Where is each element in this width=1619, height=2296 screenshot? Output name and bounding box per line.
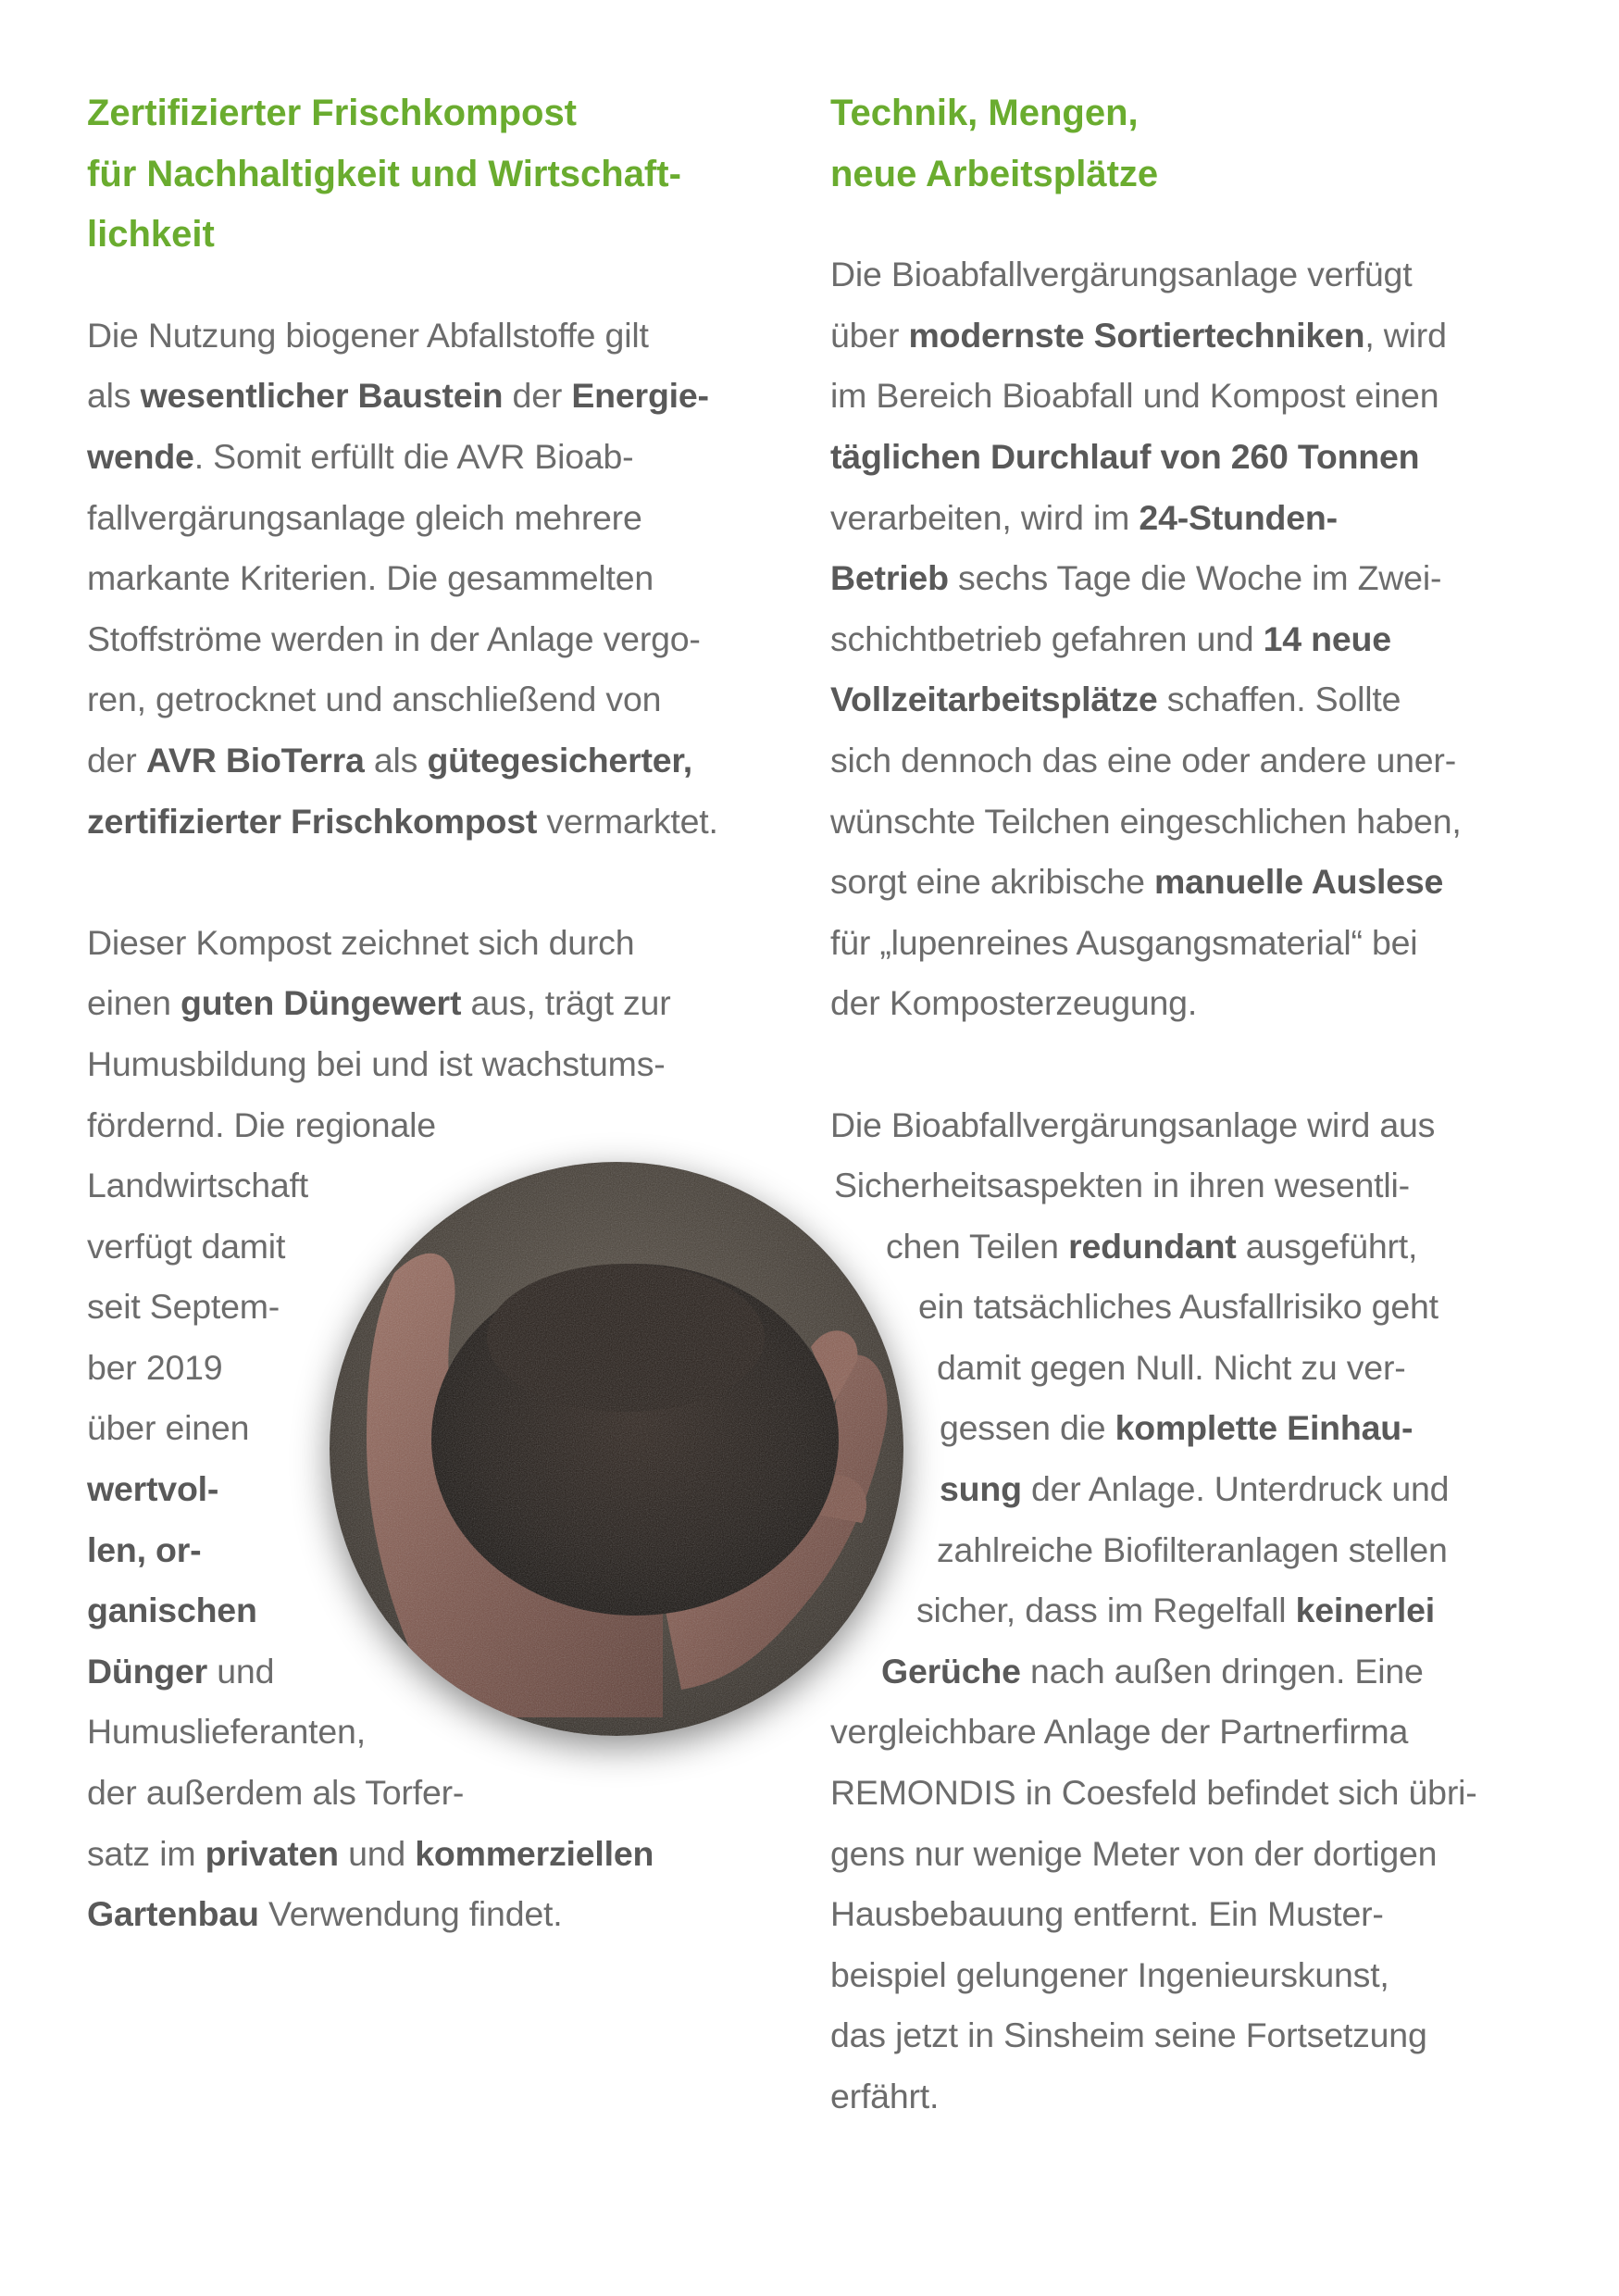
text-line xyxy=(830,1641,1534,1703)
text-run: ren, getrocknet und anschließend von xyxy=(87,680,662,719)
text-line xyxy=(87,730,791,792)
bold-run: 24-Stunden- xyxy=(1139,497,1338,537)
text-run: gens nur wenige Meter von der dortigen xyxy=(830,1833,1438,1873)
text-line xyxy=(830,1580,1534,1641)
text-line xyxy=(830,366,1534,427)
text-run: erfährt. xyxy=(830,2077,940,2115)
text-line xyxy=(830,1398,1534,1459)
text-run: sechs Tage die Woche im Zwei- xyxy=(948,558,1442,598)
bold-run: ganischen xyxy=(87,1591,257,1630)
text-run: ein tatsächliches Ausfallrisiko geht xyxy=(918,1287,1438,1327)
text-run: vergleichbare Anlage der Partnerfirma xyxy=(830,1712,1409,1752)
text-line xyxy=(830,1824,1534,1885)
text-line xyxy=(87,973,791,1034)
text-run: fallvergärungsanlage gleich mehrere xyxy=(87,497,642,537)
text-run: als xyxy=(87,376,141,416)
text-run: zahlreiche Biofilteranlagen stellen xyxy=(937,1529,1448,1569)
bold-run: keinerlei xyxy=(1295,1591,1435,1630)
text-line xyxy=(87,1095,791,1156)
text-run: satz im xyxy=(87,1833,205,1873)
bold-run: Gartenbau xyxy=(87,1894,259,1934)
bold-run: gütegesicherter, xyxy=(427,740,692,780)
text-run: gessen die xyxy=(940,1408,1115,1448)
text-run: Stoffströme werden in der Anlage vergo- xyxy=(87,618,701,658)
text-run: schichtbetrieb gefahren und xyxy=(830,618,1264,658)
text-run: REMONDIS in Coesfeld befindet sich übri- xyxy=(830,1773,1477,1813)
text-line xyxy=(830,792,1534,853)
text-run: Die Nutzung biogener Abfallstoffe gilt xyxy=(87,315,649,355)
text-line xyxy=(830,852,1534,913)
text-run: das jetzt in Sinsheim seine Fortsetzung xyxy=(830,2015,1427,2055)
text-line xyxy=(830,1155,1534,1217)
text-line xyxy=(830,244,1534,306)
text-run: chen Teilen xyxy=(886,1226,1069,1266)
text-run: der xyxy=(87,740,146,780)
text-line xyxy=(87,427,791,488)
text-run: über einen xyxy=(87,1408,250,1448)
bold-run: Vollzeitarbeitsplätze xyxy=(830,680,1158,719)
text-line xyxy=(87,306,791,367)
text-line xyxy=(830,2066,1534,2128)
text-line xyxy=(830,973,1534,1034)
text-line xyxy=(830,1095,1534,1156)
text-line xyxy=(830,2005,1534,2066)
text-run: Dieser Kompost zeichnet sich durch xyxy=(87,922,635,962)
heading-line: für Nachhaltigkeit und Wirtschaft- xyxy=(87,153,681,194)
text-run: seit Septem- xyxy=(87,1287,280,1327)
text-run: Humusbildung bei und ist wachstums- xyxy=(87,1043,666,1083)
bold-run: 14 neue xyxy=(1263,618,1391,658)
text-line xyxy=(830,1884,1534,1945)
text-run: der Anlage. Unterdruck und xyxy=(1021,1469,1450,1509)
text-run: Hausbebauung entfernt. Ein Muster- xyxy=(830,1894,1384,1934)
text-run: der außerdem als Torfer- xyxy=(87,1773,465,1813)
heading-line: Technik, Mengen, xyxy=(830,93,1139,133)
text-line xyxy=(830,1520,1534,1581)
text-run: und xyxy=(338,1833,416,1873)
text-line xyxy=(87,1034,791,1095)
text-run: sich dennoch das eine oder andere uner- xyxy=(830,740,1457,780)
text-line xyxy=(87,1763,791,1824)
heading-line: Zertifizierter Frischkompost xyxy=(87,93,578,133)
bold-run: AVR BioTerra xyxy=(145,740,365,780)
bold-run: Energie- xyxy=(571,376,709,416)
text-line xyxy=(87,1884,791,1945)
bold-run: sung xyxy=(940,1469,1022,1509)
text-run: Humuslieferanten, xyxy=(87,1712,366,1752)
bold-run: Gerüche xyxy=(881,1651,1021,1691)
text-line xyxy=(830,1702,1534,1763)
text-run: Verwendung findet. xyxy=(258,1894,563,1934)
heading-line: lichkeit xyxy=(87,214,215,256)
text-run: sicher, dass im Regelfall xyxy=(916,1591,1296,1630)
text-run: der Komposterzeugung. xyxy=(830,983,1198,1023)
text-line xyxy=(87,1824,791,1885)
text-line xyxy=(830,730,1534,792)
text-run: , wird xyxy=(1364,315,1447,355)
text-run: nach außen dringen. Eine xyxy=(1020,1651,1424,1691)
text-line xyxy=(830,1338,1534,1399)
text-run: für „lupenreines Ausgangsmaterial“ bei xyxy=(830,922,1418,962)
text-run: über xyxy=(830,315,909,355)
text-line xyxy=(830,306,1534,367)
text-run: Die Bioabfallvergärungsanlage verfügt xyxy=(830,255,1413,294)
bold-run: wertvol- xyxy=(87,1469,219,1509)
text-line xyxy=(830,1459,1534,1520)
bold-run: manuelle Auslese xyxy=(1153,862,1444,902)
bold-run: len, or- xyxy=(87,1529,202,1569)
heading-line: neue Arbeitsplätze xyxy=(830,153,1159,194)
text-line xyxy=(87,669,791,730)
right-paragraph-2 xyxy=(830,1095,1534,2128)
text-line xyxy=(830,1217,1534,1278)
bold-run: privaten xyxy=(205,1833,339,1873)
bold-run: Dünger xyxy=(87,1651,208,1691)
text-line xyxy=(87,913,791,974)
bold-run: redundant xyxy=(1068,1226,1237,1266)
text-run: verfügt damit xyxy=(87,1226,286,1266)
text-run: vermarktet. xyxy=(537,801,718,841)
text-line xyxy=(87,366,791,427)
bold-run: wende xyxy=(87,436,194,476)
bold-run: wesentlicher Baustein xyxy=(140,376,504,416)
text-run: aus, trägt zur xyxy=(461,983,671,1023)
text-run: der xyxy=(503,376,572,416)
text-line xyxy=(87,488,791,549)
text-line xyxy=(830,427,1534,488)
text-line xyxy=(830,488,1534,549)
text-run: ber 2019 xyxy=(87,1347,223,1387)
text-run: damit gegen Null. Nicht zu ver- xyxy=(937,1347,1406,1387)
right-paragraph-1 xyxy=(830,244,1534,1034)
text-line xyxy=(830,913,1534,974)
text-run: Sicherheitsaspekten in ihren wesentli- xyxy=(834,1166,1410,1205)
text-run: markante Kriterien. Die gesammelten xyxy=(87,558,654,598)
text-run: beispiel gelungener Ingenieurskunst, xyxy=(830,1954,1389,1994)
bold-run: täglichen Durchlauf von 260 Tonnen xyxy=(830,436,1420,476)
bold-run: zertifizierter Frischkompost xyxy=(87,801,538,841)
text-run: . Somit erfüllt die AVR Bioab- xyxy=(193,436,634,476)
text-run: wünschte Teilchen eingeschlichen haben, xyxy=(830,801,1462,841)
text-line xyxy=(87,548,791,609)
text-run: sorgt eine akribische xyxy=(830,862,1154,902)
text-run: als xyxy=(364,740,428,780)
text-line xyxy=(830,1763,1534,1824)
text-run: im Bereich Bioabfall und Kompost einen xyxy=(830,376,1439,416)
text-line xyxy=(87,792,791,853)
text-line xyxy=(830,1277,1534,1338)
text-line xyxy=(830,609,1534,670)
text-line xyxy=(830,1945,1534,2006)
compost-hands-photo xyxy=(330,1162,903,1736)
text-run: einen xyxy=(87,983,181,1023)
left-paragraph-1 xyxy=(87,306,791,852)
left-heading xyxy=(87,83,791,266)
text-line xyxy=(87,609,791,670)
text-run: und xyxy=(207,1651,275,1691)
bold-run: kommerziellen xyxy=(415,1833,654,1873)
bold-run: Betrieb xyxy=(830,558,949,598)
compost-illustration xyxy=(330,1162,903,1736)
right-column xyxy=(830,83,1534,2128)
right-heading xyxy=(830,83,1534,205)
text-run: verarbeiten, wird im xyxy=(830,497,1140,537)
text-line xyxy=(830,548,1534,609)
text-run: schaffen. Sollte xyxy=(1157,680,1401,719)
text-run: Landwirtschaft xyxy=(87,1166,308,1205)
text-run: ausgeführt, xyxy=(1236,1226,1418,1266)
bold-run: komplette Einhau- xyxy=(1115,1408,1414,1448)
text-run: fördernd. Die regionale xyxy=(87,1104,436,1144)
bold-run: modernste Sortiertechniken xyxy=(908,315,1365,355)
text-run: Die Bioabfallvergärungsanlage wird aus xyxy=(830,1104,1436,1144)
bold-run: guten Düngewert xyxy=(180,983,462,1023)
text-line xyxy=(830,669,1534,730)
